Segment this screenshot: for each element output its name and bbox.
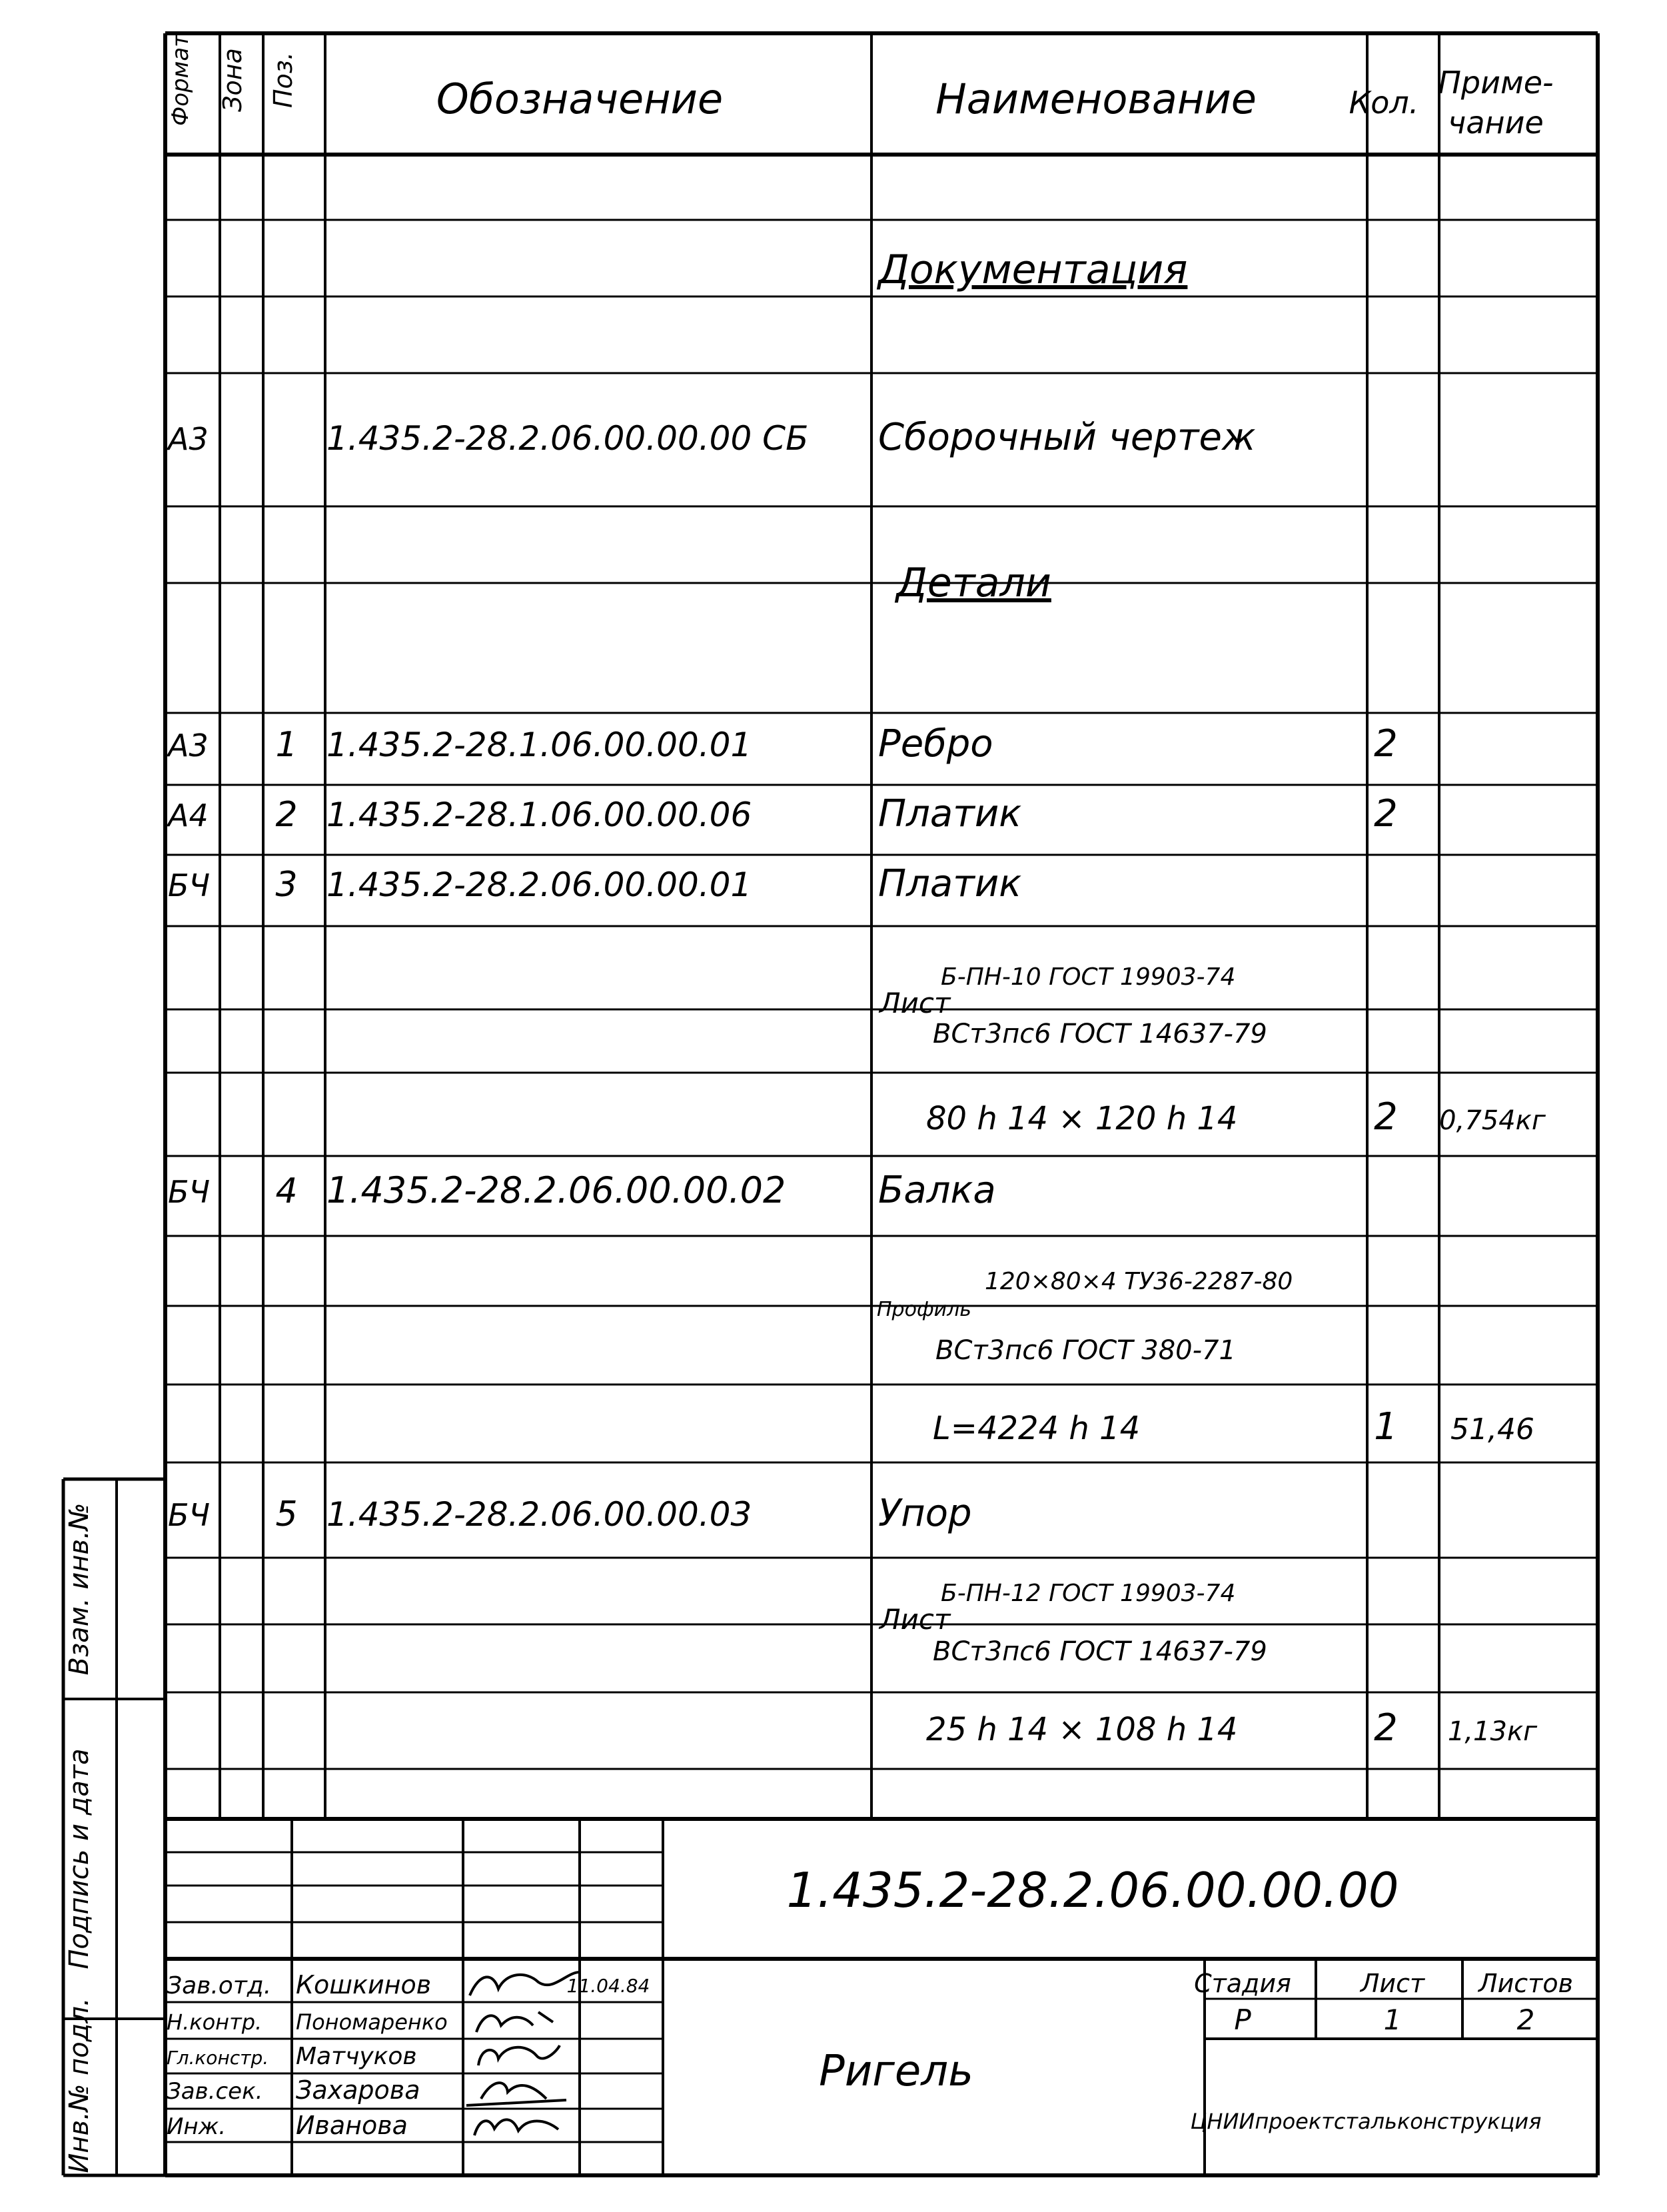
signer-name: Захарова [296,2075,420,2105]
material-standard: 120×80×4 ТУ36-2287-80 [985,1268,1293,1295]
signer-role: Н.контр. [167,2009,263,2035]
section-heading: Детали [896,560,1051,606]
header-name: Наименование [935,75,1257,123]
signer-name: Пономаренко [296,2009,448,2035]
drawing-title: Ригель [819,2047,973,2096]
material-grade: ВСт3пс6 ГОСТ 14637-79 [933,1019,1267,1049]
row-format: А3 [168,728,209,764]
row-name: Ребро [878,722,993,766]
side-stamp-inv-no: Инв.№ подл. [64,1997,95,2173]
row-note: 1,13кг [1447,1716,1538,1747]
row-format: БЧ [168,1174,211,1210]
material-grade: ВСт3пс6 ГОСТ 14637-79 [933,1636,1267,1667]
sheets-value: 2 [1516,2003,1535,2036]
material-grade: ВСт3пс6 ГОСТ 380-71 [935,1335,1236,1366]
signer-role: Зав.сек. [167,2078,263,2105]
row-pos: 3 [275,865,298,905]
signer-role: Зав.отд. [167,1972,272,1999]
header-note-line2: чание [1448,105,1544,141]
row-qty: 2 [1374,1706,1398,1750]
approval-date: 11.04.84 [566,1975,650,1997]
row-qty: 1 [1374,1405,1398,1448]
row-pos: 4 [275,1171,298,1211]
row-name: Платик [878,792,1022,835]
row-qty: 2 [1374,1095,1398,1139]
header-format: Формат [167,34,194,126]
row-designation: 1.435.2-28.1.06.00.00.06 [326,796,752,834]
row-designation: 1.435.2-28.1.06.00.00.01 [326,726,752,764]
sheet-value: 1 [1383,2003,1402,2036]
row-format: БЧ [168,867,211,903]
row-designation: 1.435.2-28.2.06.00.00.02 [326,1169,786,1211]
row-qty: 2 [1374,722,1398,766]
row-note: 51,46 [1450,1412,1534,1446]
material-prefix: Лист [879,987,951,1019]
material-prefix: Профиль [877,1298,971,1321]
row-name: Упор [878,1492,972,1535]
stage-label: Стадия [1194,1969,1291,1998]
header-qty: Кол. [1349,85,1419,121]
row-qty: 2 [1374,792,1398,835]
signer-name: Иванова [296,2111,408,2140]
header-designation: Обозначение [436,75,724,123]
row-pos: 5 [275,1494,298,1534]
material-prefix: Лист [879,1603,951,1636]
row-pos: 1 [275,725,298,765]
organization-name: ЦНИИпроектстальконструкция [1190,2109,1542,2134]
stage-value: Р [1234,2003,1251,2036]
document-number: 1.435.2-28.2.06.00.00.00 [786,1862,1399,1918]
row-name: Балка [878,1169,996,1212]
sheet-label: Лист [1360,1969,1425,1998]
row-name: Сборочный чертеж [878,416,1256,459]
signer-name: Матчуков [296,2043,417,2070]
section-heading: Документация [878,247,1188,293]
row-format: А3 [168,421,209,457]
signer-role: Инж. [167,2113,227,2140]
row-note: 0,754кг [1439,1105,1546,1136]
side-stamp-replaced-inv: Взам. инв.№ [64,1502,95,1676]
row-name: 80 h 14 × 120 h 14 [926,1100,1238,1137]
header-note-line1: Приме- [1438,65,1554,101]
row-format: БЧ [168,1497,211,1533]
sheets-label: Листов [1478,1969,1573,1998]
row-designation: 1.435.2-28.2.06.00.00.00 СБ [326,419,809,458]
header-zone: Зона [218,48,247,112]
row-designation: 1.435.2-28.2.06.00.00.01 [326,865,752,904]
signer-role: Гл.констр. [167,2047,269,2069]
side-stamp-sign-date: Подпись и дата [64,1748,95,1969]
row-designation: 1.435.2-28.2.06.00.00.03 [326,1495,752,1534]
header-pos: Поз. [269,51,298,109]
material-standard: Б-ПН-12 ГОСТ 19903-74 [941,1580,1236,1607]
row-pos: 2 [275,795,298,835]
row-name: Платик [878,862,1022,905]
row-name: 25 h 14 × 108 h 14 [926,1711,1238,1748]
material-standard: Б-ПН-10 ГОСТ 19903-74 [941,963,1236,991]
signer-name: Кошкинов [296,1970,432,1999]
row-format: А4 [168,798,209,833]
row-name: L=4224 h 14 [933,1410,1141,1447]
